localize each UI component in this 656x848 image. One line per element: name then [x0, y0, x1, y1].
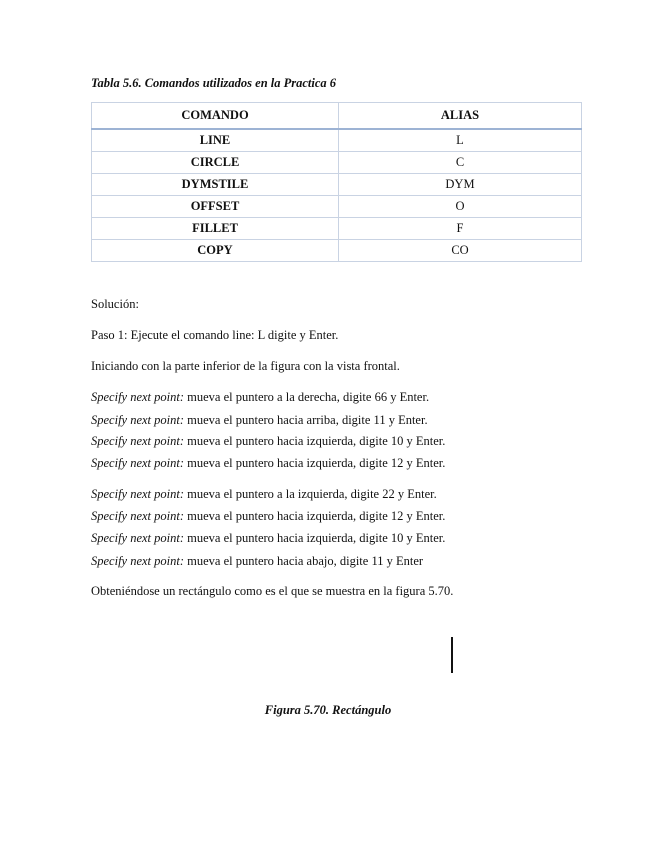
figure-caption: Figura 5.70. Rectángulo [264, 703, 392, 717]
alias-cell: C [339, 152, 582, 174]
table-row [92, 218, 582, 240]
instruction-text: mueva el puntero hacia izquierda, digite 10 y Enter. [184, 434, 446, 448]
instruction-text: mueva el puntero a la derecha, digite 66 y Enter. [184, 390, 430, 404]
instruction-line [91, 487, 437, 502]
command-cell: LINE [92, 129, 339, 152]
prompt-label: Specify next point: [91, 413, 185, 427]
command-cell: DYMSTILE [92, 174, 339, 196]
table-header-row [92, 103, 582, 130]
instruction-line [91, 434, 445, 449]
prompt-label: Specify next point: [91, 390, 185, 404]
instruction-line [91, 413, 428, 428]
table-row [92, 174, 582, 196]
prompt-label: Specify next point: [91, 456, 185, 470]
result-text: Obteniéndose un rectángulo como es el que se muestra en la figura 5.70. [91, 584, 454, 598]
command-cell: COPY [92, 240, 339, 262]
alias-cell: DYM [339, 174, 582, 196]
alias-cell: CO [339, 240, 582, 262]
table-row [92, 129, 582, 152]
prompt-label: Specify next point: [91, 509, 185, 523]
instruction-text: mueva el puntero hacia izquierda, digite 12 y Enter. [184, 509, 446, 523]
command-cell: CIRCLE [92, 152, 339, 174]
instruction-line [91, 456, 445, 471]
alias-cell: F [339, 218, 582, 240]
command-cell: FILLET [92, 218, 339, 240]
instruction-text: mueva el puntero hacia arriba, digite 11 y Enter. [184, 413, 428, 427]
instruction-line [91, 390, 429, 405]
step-1: Paso 1: Ejecute el comando line: L digite y Enter. [91, 328, 339, 342]
instruction-line [91, 554, 423, 569]
alias-cell: O [339, 196, 582, 218]
prompt-label: Specify next point: [91, 554, 185, 568]
intro-text: Iniciando con la parte inferior de la figura con la vista frontal. [91, 359, 400, 373]
command-cell: OFFSET [92, 196, 339, 218]
instruction-text: mueva el puntero a la izquierda, digite 22 y Enter. [184, 487, 437, 501]
prompt-label: Specify next point: [91, 434, 185, 448]
commands-table [91, 102, 582, 262]
table-row [92, 240, 582, 262]
header-command: COMANDO [92, 103, 339, 130]
prompt-label: Specify next point: [91, 487, 185, 501]
table-row [92, 196, 582, 218]
solution-label: Solución: [91, 297, 139, 311]
instruction-line [91, 531, 445, 546]
instruction-line [91, 509, 445, 524]
instruction-text: mueva el puntero hacia izquierda, digite 10 y Enter. [184, 531, 446, 545]
figure-line [451, 637, 453, 673]
table-caption: Tabla 5.6. Comandos utilizados en la Practica 6 [91, 76, 337, 90]
instruction-text: mueva el puntero hacia abajo, digite 11 y Enter [184, 554, 424, 568]
instruction-text: mueva el puntero hacia izquierda, digite 12 y Enter. [184, 456, 446, 470]
alias-cell: L [339, 129, 582, 152]
prompt-label: Specify next point: [91, 531, 185, 545]
header-alias: ALIAS [339, 103, 582, 130]
table-row [92, 152, 582, 174]
